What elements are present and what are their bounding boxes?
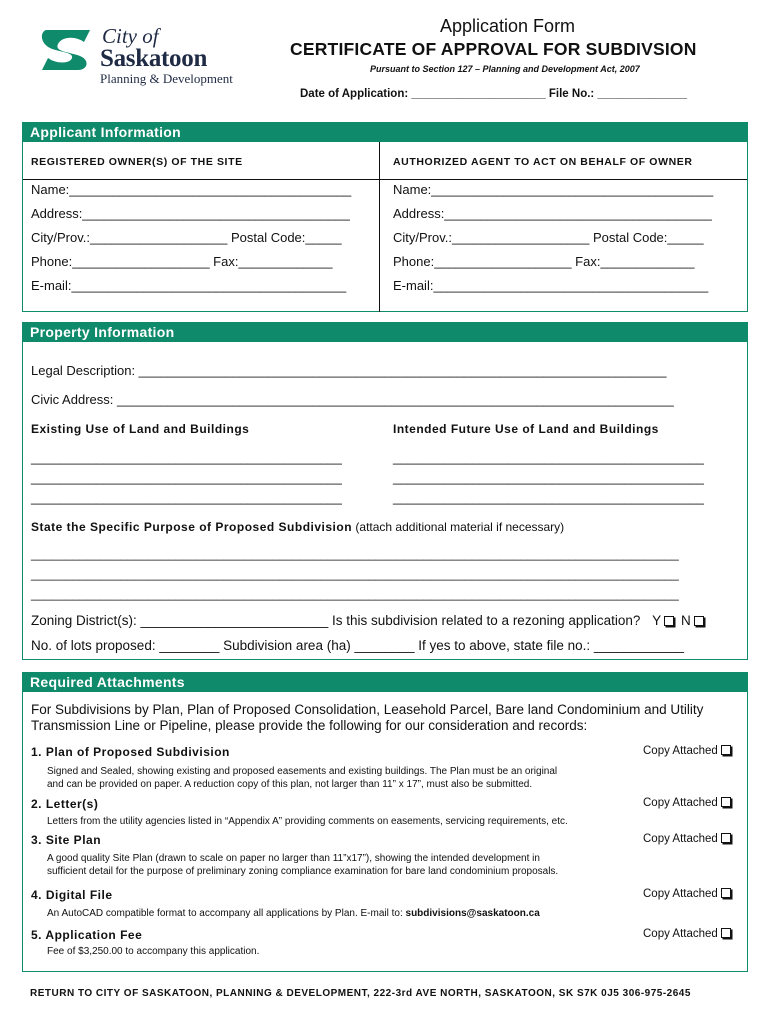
attachment-2-desc-1: Letters from the utility agencies listed in “Appendix A” providing comments on easements, servicing requirements, etc. [47, 816, 568, 827]
attachment-4-copy: Copy Attached [643, 888, 731, 900]
existing-use-line[interactable]: ___________________________________________ [31, 490, 342, 505]
applicant-section [22, 142, 748, 312]
subdivisions-email-link[interactable]: subdivisions@saskatoon.ca [405, 908, 540, 919]
zoning-row [31, 613, 704, 628]
attachment-3-title: 3. Site Plan [31, 833, 102, 847]
logo-line-2: Saskatoon [100, 45, 208, 72]
attachment-1-checkbox[interactable] [721, 745, 731, 755]
owner-phone-fax-field[interactable]: Phone:___________________ Fax:_____________ [31, 254, 333, 269]
owner-heading: REGISTERED OWNER(S) OF THE SITE [31, 156, 243, 168]
attachment-1-title: 1. Plan of Proposed Subdivision [31, 745, 230, 759]
agent-phone-fax-field[interactable]: Phone:___________________ Fax:_____________ [393, 254, 695, 269]
logo-line-1: City of [102, 24, 159, 48]
attachment-1-desc-2: and can be provided on paper. A reduction copy of this plan, not larger than 11” x 17”, must also be submitted. [47, 779, 533, 790]
zoning-field[interactable]: Zoning District(s): _________________________ Is this subdivision related to a rezoning application? [31, 613, 641, 628]
future-use-heading: Intended Future Use of Land and Buildings [393, 422, 659, 436]
purpose-row [31, 520, 564, 534]
purpose-line[interactable]: ______________________________________________________________________________________________ [31, 547, 679, 561]
attachments-section-header: Required Attachments [22, 672, 748, 692]
existing-use-line[interactable]: ___________________________________________ [31, 470, 342, 485]
applicant-section-header: Applicant Information [22, 122, 748, 142]
civic-address-field[interactable]: Civic Address: _____________________________________________________________________________ [31, 392, 674, 407]
logo-line-3: Planning & Development [100, 71, 233, 86]
property-section-header: Property Information [22, 322, 748, 342]
attachment-2-title: 2. Letter(s) [31, 797, 99, 811]
agent-name-field[interactable]: Name:_______________________________________ [393, 182, 714, 197]
purpose-heading: State the Specific Purpose of Proposed Subdivision [31, 520, 353, 534]
heading-divider [23, 179, 747, 180]
lots-area-file-field[interactable]: No. of lots proposed: ________ Subdivision area (ha) ________ If yes to above, state file no.: ____________ [31, 638, 684, 653]
property-section [22, 342, 748, 660]
agent-heading: AUTHORIZED AGENT TO ACT ON BEHALF OF OWNER [393, 156, 693, 168]
owner-city-postal-field[interactable]: City/Prov.:___________________ Postal Code:_____ [31, 230, 342, 245]
attachment-3-copy: Copy Attached [643, 833, 731, 845]
no-label: N [680, 613, 691, 628]
existing-use-line[interactable]: ___________________________________________ [31, 450, 342, 465]
attachment-5-desc-1: Fee of $3,250.00 to accompany this application. [47, 946, 260, 957]
attachment-3-desc-2: sufficient detail for the purpose of preliminary zoning compliance examination for bare land condominium proposals. [47, 866, 559, 877]
owner-address-field[interactable]: Address:_____________________________________ [31, 206, 350, 221]
purpose-line[interactable]: ______________________________________________________________________________________________ [31, 567, 679, 581]
attachment-2-copy: Copy Attached [643, 797, 731, 809]
future-use-line[interactable]: ___________________________________________ [393, 450, 704, 465]
attachment-4-title: 4. Digital File [31, 888, 113, 902]
attachment-4-checkbox[interactable] [721, 888, 731, 898]
agent-address-field[interactable]: Address:_____________________________________ [393, 206, 712, 221]
date-of-application-field[interactable]: Date of Application: _____________________ File No.: ______________ [300, 88, 687, 100]
attachment-1-desc-1: Signed and Sealed, showing existing and proposed easements and existing buildings. The Plan must be an original [47, 766, 558, 777]
column-divider [379, 142, 380, 312]
existing-use-heading: Existing Use of Land and Buildings [31, 422, 250, 436]
attachment-3-checkbox[interactable] [721, 833, 731, 843]
saskatoon-s-icon [38, 26, 96, 72]
form-title: CERTIFICATE OF APPROVAL FOR SUBDIVSION [290, 39, 697, 59]
legal-description-field[interactable]: Legal Description: _________________________________________________________________________ [31, 363, 667, 378]
attachment-2-checkbox[interactable] [721, 797, 731, 807]
pursuant-text: Pursuant to Section 127 – Planning and Development Act, 2007 [370, 64, 640, 74]
agent-city-postal-field[interactable]: City/Prov.:___________________ Postal Code:_____ [393, 230, 704, 245]
attachment-3-desc-1: A good quality Site Plan (drawn to scale on paper no larger than 11”x17”), showing the intended development in [47, 853, 540, 864]
purpose-note: (attach additional material if necessary) [355, 520, 565, 534]
form-subtitle: Application Form [440, 16, 576, 36]
attachment-4-desc-1: An AutoCAD compatible format to accompany all applications by Plan. E-mail to: subdivisions@saskatoon.ca [47, 908, 540, 919]
future-use-line[interactable]: ___________________________________________ [393, 490, 704, 505]
return-address-footer: RETURN TO CITY OF SASKATOON, PLANNING & DEVELOPMENT, 222-3rd AVE NORTH, SASKATOON, SK S7K 0J5 306-975-2645 [30, 988, 691, 999]
attachments-section [22, 692, 748, 972]
future-use-line[interactable]: ___________________________________________ [393, 470, 704, 485]
purpose-line[interactable]: ______________________________________________________________________________________________ [31, 587, 679, 601]
owner-name-field[interactable]: Name:_______________________________________ [31, 182, 352, 197]
no-checkbox[interactable] [694, 616, 704, 626]
owner-email-field[interactable]: E-mail:______________________________________ [31, 278, 347, 293]
agent-email-field[interactable]: E-mail:______________________________________ [393, 278, 709, 293]
attachment-5-title: 5. Application Fee [31, 928, 143, 942]
attachment-1-copy: Copy Attached [643, 745, 731, 757]
city-logo [38, 24, 248, 86]
attachment-5-copy: Copy Attached [643, 928, 731, 940]
attachments-intro-2: Transmission Line or Pipeline, please provide the following for our consideration and records: [31, 718, 588, 733]
yes-checkbox[interactable] [664, 616, 674, 626]
attachment-5-checkbox[interactable] [721, 928, 731, 938]
yes-label: Y [652, 613, 662, 628]
attachments-intro-1: For Subdivisions by Plan, Plan of Proposed Consolidation, Leasehold Parcel, Bare land Condominium and Utility [31, 702, 704, 717]
